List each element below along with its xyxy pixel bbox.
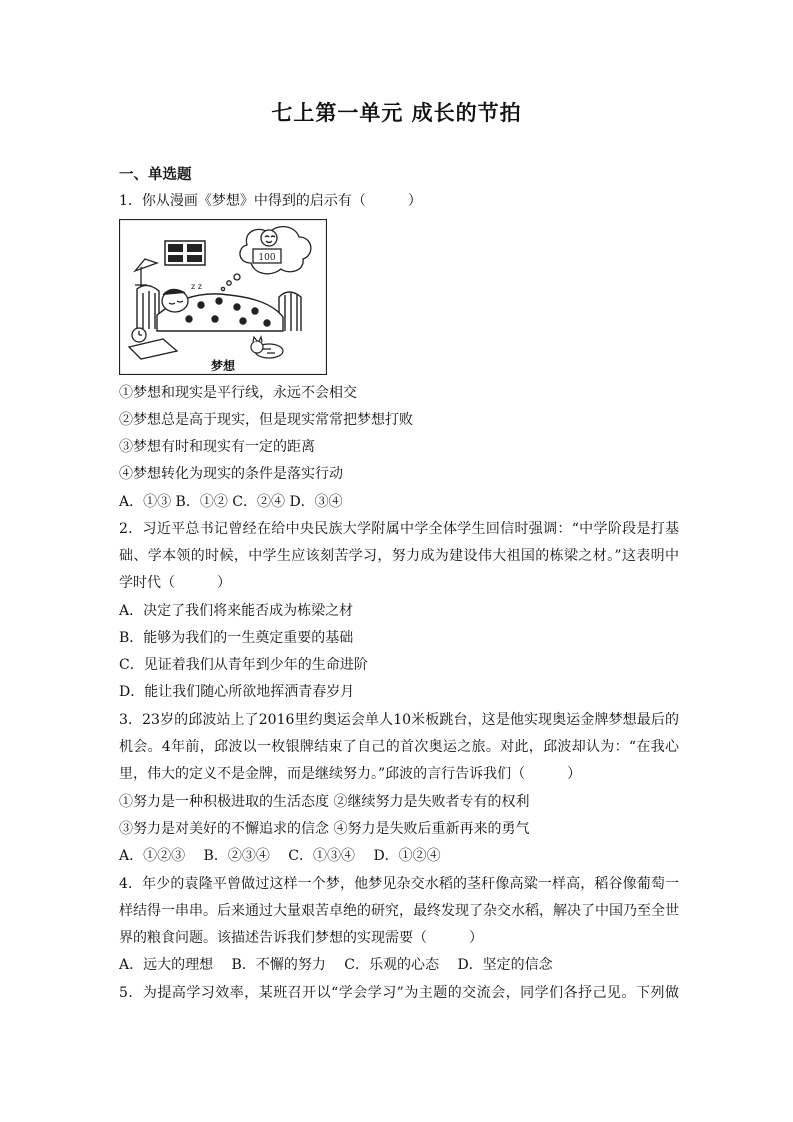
q1-item-2: ②梦想总是高于现实，但是现实常常把梦想打败 (119, 412, 413, 428)
q1-item-3: ③梦想有时和现实有一定的距离 (119, 439, 315, 455)
svg-text:z z: z z (191, 282, 202, 291)
q3-item-line-1: ①努力是一种积极进取的生活态度 ②继续努力是失败者专有的权利 (119, 794, 530, 810)
q2-stem-line-1: 2．习近平总书记曾经在给中央民族大学附属中学全体学生回信时强调：“中学阶段是打基 (119, 521, 679, 537)
q3-item-line-2: ③努力是对美好的不懈追求的信念 ④努力是失败后重新再来的勇气 (119, 821, 530, 837)
q1-item-4: ④梦想转化为现实的条件是落实行动 (119, 466, 343, 482)
page-title: 七上第一单元 成长的节拍 (271, 100, 522, 125)
q2-option-d: D．能让我们随心所欲地挥洒青春岁月 (119, 684, 355, 700)
q3-stem-line-2: 机会。4年前，邱波以一枚银牌结束了自己的首次奥运之旅。对此，邱波却认为：“在我心 (119, 739, 679, 755)
dream-score-text: 100 (258, 253, 276, 263)
q2-option-b: B．能够为我们的一生奠定重要的基础 (119, 630, 354, 646)
q1-options: A．①③ B．①② C．②④ D．③④ (119, 494, 343, 510)
q4-stem-line-2: 样结得一串串。后来通过大量艰苦卓绝的研究，最终发现了杂交水稻，解决了中国乃至全世 (119, 903, 679, 919)
q4-stem-line-3: 界的粮食问题。该描述告诉我们梦想的实现需要（ ） (119, 930, 483, 946)
section-heading: 一、单选题 (119, 166, 192, 183)
q3-options: A．①②③ B．②③④ C．①③④ D．①②④ (119, 848, 441, 864)
window-icon (165, 241, 205, 265)
q5-stem-line-1: 5．为提高学习效率，某班召开以“学会学习”为主题的交流会，同学们各抒己见。下列做 (119, 985, 679, 1001)
q2-option-c: C．见证着我们从青年到少年的生命进阶 (119, 657, 368, 673)
q2-stem-line-2: 础、学本领的时候，中学生应该刻苦学习，努力成为建设伟大祖国的栋梁之材。”这表明中 (119, 548, 679, 564)
comic-caption: 梦想 (210, 359, 236, 373)
q2-option-a: A．决定了我们将来能否成为栋梁之材 (119, 603, 354, 619)
q1-item-1: ①梦想和现实是平行线，永远不会相交 (119, 385, 357, 401)
q4-options: A．远大的理想 B．不懈的努力 C．乐观的心态 D．坚定的信念 (119, 957, 553, 973)
q1-stem: 1．你从漫画《梦想》中得到的启示有（ ） (119, 193, 422, 209)
q4-stem-line-1: 4．年少的袁隆平曾做过这样一个梦，他梦见杂交水稻的茎秆像高粱一样高，稻谷像葡萄一 (119, 876, 679, 892)
dream-comic-image (119, 219, 327, 375)
q3-stem-line-1: 3．23岁的邱波站上了2016里约奥运会单人10米板跳台，这是他实现奥运金牌梦想最后的 (119, 712, 679, 728)
q3-stem-line-3: 里，伟大的定义不是金牌，而是继续努力。”邱波的言行告诉我们（ ） (119, 766, 582, 782)
q2-stem-line-3: 学时代（ ） (119, 575, 231, 591)
